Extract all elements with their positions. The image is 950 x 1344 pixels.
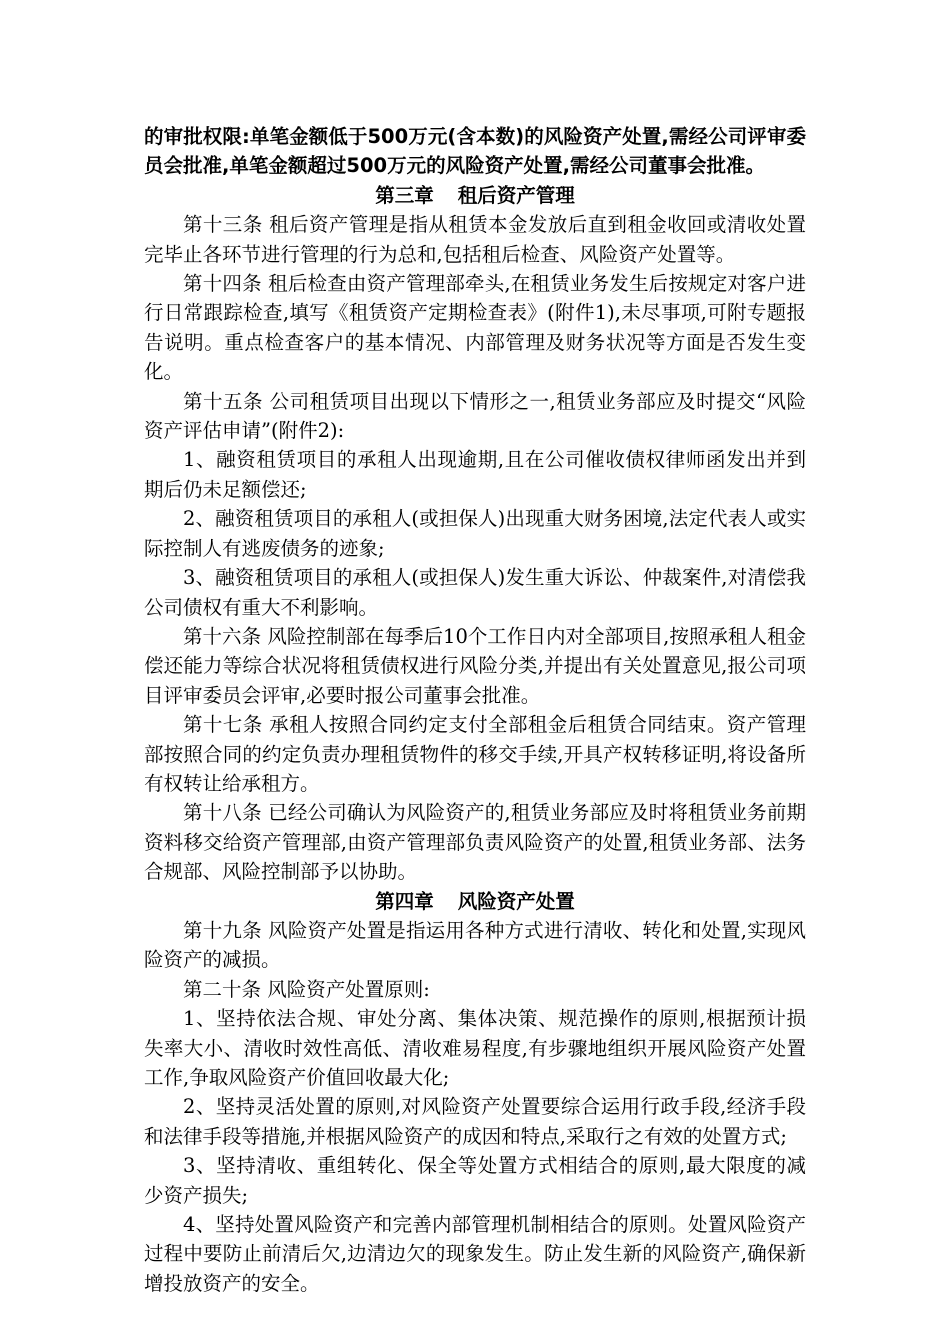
article-20-item-1: 1、坚持依法合规、审处分离、集体决策、规范操作的原则,根据预计损失率大小、清收时效性高低、清收难易程度,有步骤地组织开展风险资产处置工作,争取风险资产价值回收最大化; bbox=[144, 1007, 806, 1089]
article-14: 第十四条 租后检查由资产管理部牵头,在租赁业务发生后按规定对客户进行日常跟踪检查,填写《租赁资产定期检查表》(附件1),未尽事项,可附专题报告说明。重点检查客户的基本情况、内部管理及财务状况等方面是否发生变化。 bbox=[144, 272, 806, 384]
chapter-4-title: 风险资产处置 bbox=[457, 889, 575, 913]
chapter-4-number: 第四章 bbox=[375, 889, 434, 913]
article-15-item-1: 1、融资租赁项目的承租人出现逾期,且在公司催收债权律师函发出并到期后仍未足额偿还; bbox=[144, 448, 806, 501]
article-20-item-3: 3、坚持清收、重组转化、保全等处置方式相结合的原则,最大限度的减少资产损失; bbox=[144, 1154, 806, 1207]
article-20-item-4: 4、坚持处置风险资产和完善内部管理机制相结合的原则。处置风险资产过程中要防止前清后欠,边清边欠的现象发生。防止发生新的风险资产,确保新增投放资产的安全。 bbox=[144, 1213, 806, 1295]
chapter-3-heading bbox=[144, 181, 806, 210]
document-page bbox=[144, 122, 806, 1298]
article-15-item-3: 3、融资租赁项目的承租人(或担保人)发生重大诉讼、仲裁案件,对清偿我公司债权有重大不利影响。 bbox=[144, 566, 806, 619]
article-20-item-2: 2、坚持灵活处置的原则,对风险资产处置要综合运用行政手段,经济手段和法律手段等措施,并根据风险资产的成因和特点,采取行之有效的处置方式; bbox=[144, 1095, 806, 1148]
article-13: 第十三条 租后资产管理是指从租赁本金发放后直到租金收回或清收处置完毕止各环节进行管理的行为总和,包括租后检查、风险资产处置等。 bbox=[144, 213, 806, 266]
chapter-3-number: 第三章 bbox=[375, 183, 434, 207]
article-19: 第十九条 风险资产处置是指运用各种方式进行清收、转化和处置,实现风险资产的减损。 bbox=[144, 918, 806, 972]
article-17: 第十七条 承租人按照合同约定支付全部租金后租赁合同结束。资产管理部按照合同的约定负责办理租赁物件的移交手续,开具产权转移证明,将设备所有权转让给承租方。 bbox=[144, 713, 806, 795]
article-16: 第十六条 风险控制部在每季后10个工作日内对全部项目,按照承租人租金偿还能力等综合状况将租赁债权进行风险分类,并提出有关处置意见,报公司项目评审委员会评审,必要时报公司董事会批准。 bbox=[144, 624, 806, 707]
article-20: 第二十条 风险资产处置原则: bbox=[183, 977, 430, 1001]
chapter-4-heading bbox=[144, 887, 806, 916]
intro-paragraph: 的审批权限:单笔金额低于500万元(含本数)的风险资产处置,需经公司评审委员会批准,单笔金额超过500万元的风险资产处置,需经公司董事会批准。 bbox=[144, 125, 806, 178]
article-18: 第十八条 已经公司确认为风险资产的,租赁业务部应及时将租赁业务前期资料移交给资产管理部,由资产管理部负责风险资产的处置,租赁业务部、法务合规部、风险控制部予以协助。 bbox=[144, 801, 806, 884]
article-15: 第十五条 公司租赁项目出现以下情形之一,租赁业务部应及时提交“风险资产评估申请”(附件2): bbox=[144, 389, 806, 443]
chapter-3-title: 租后资产管理 bbox=[457, 183, 575, 207]
article-15-item-2: 2、融资租赁项目的承租人(或担保人)出现重大财务困境,法定代表人或实际控制人有逃废债务的迹象; bbox=[144, 507, 806, 560]
